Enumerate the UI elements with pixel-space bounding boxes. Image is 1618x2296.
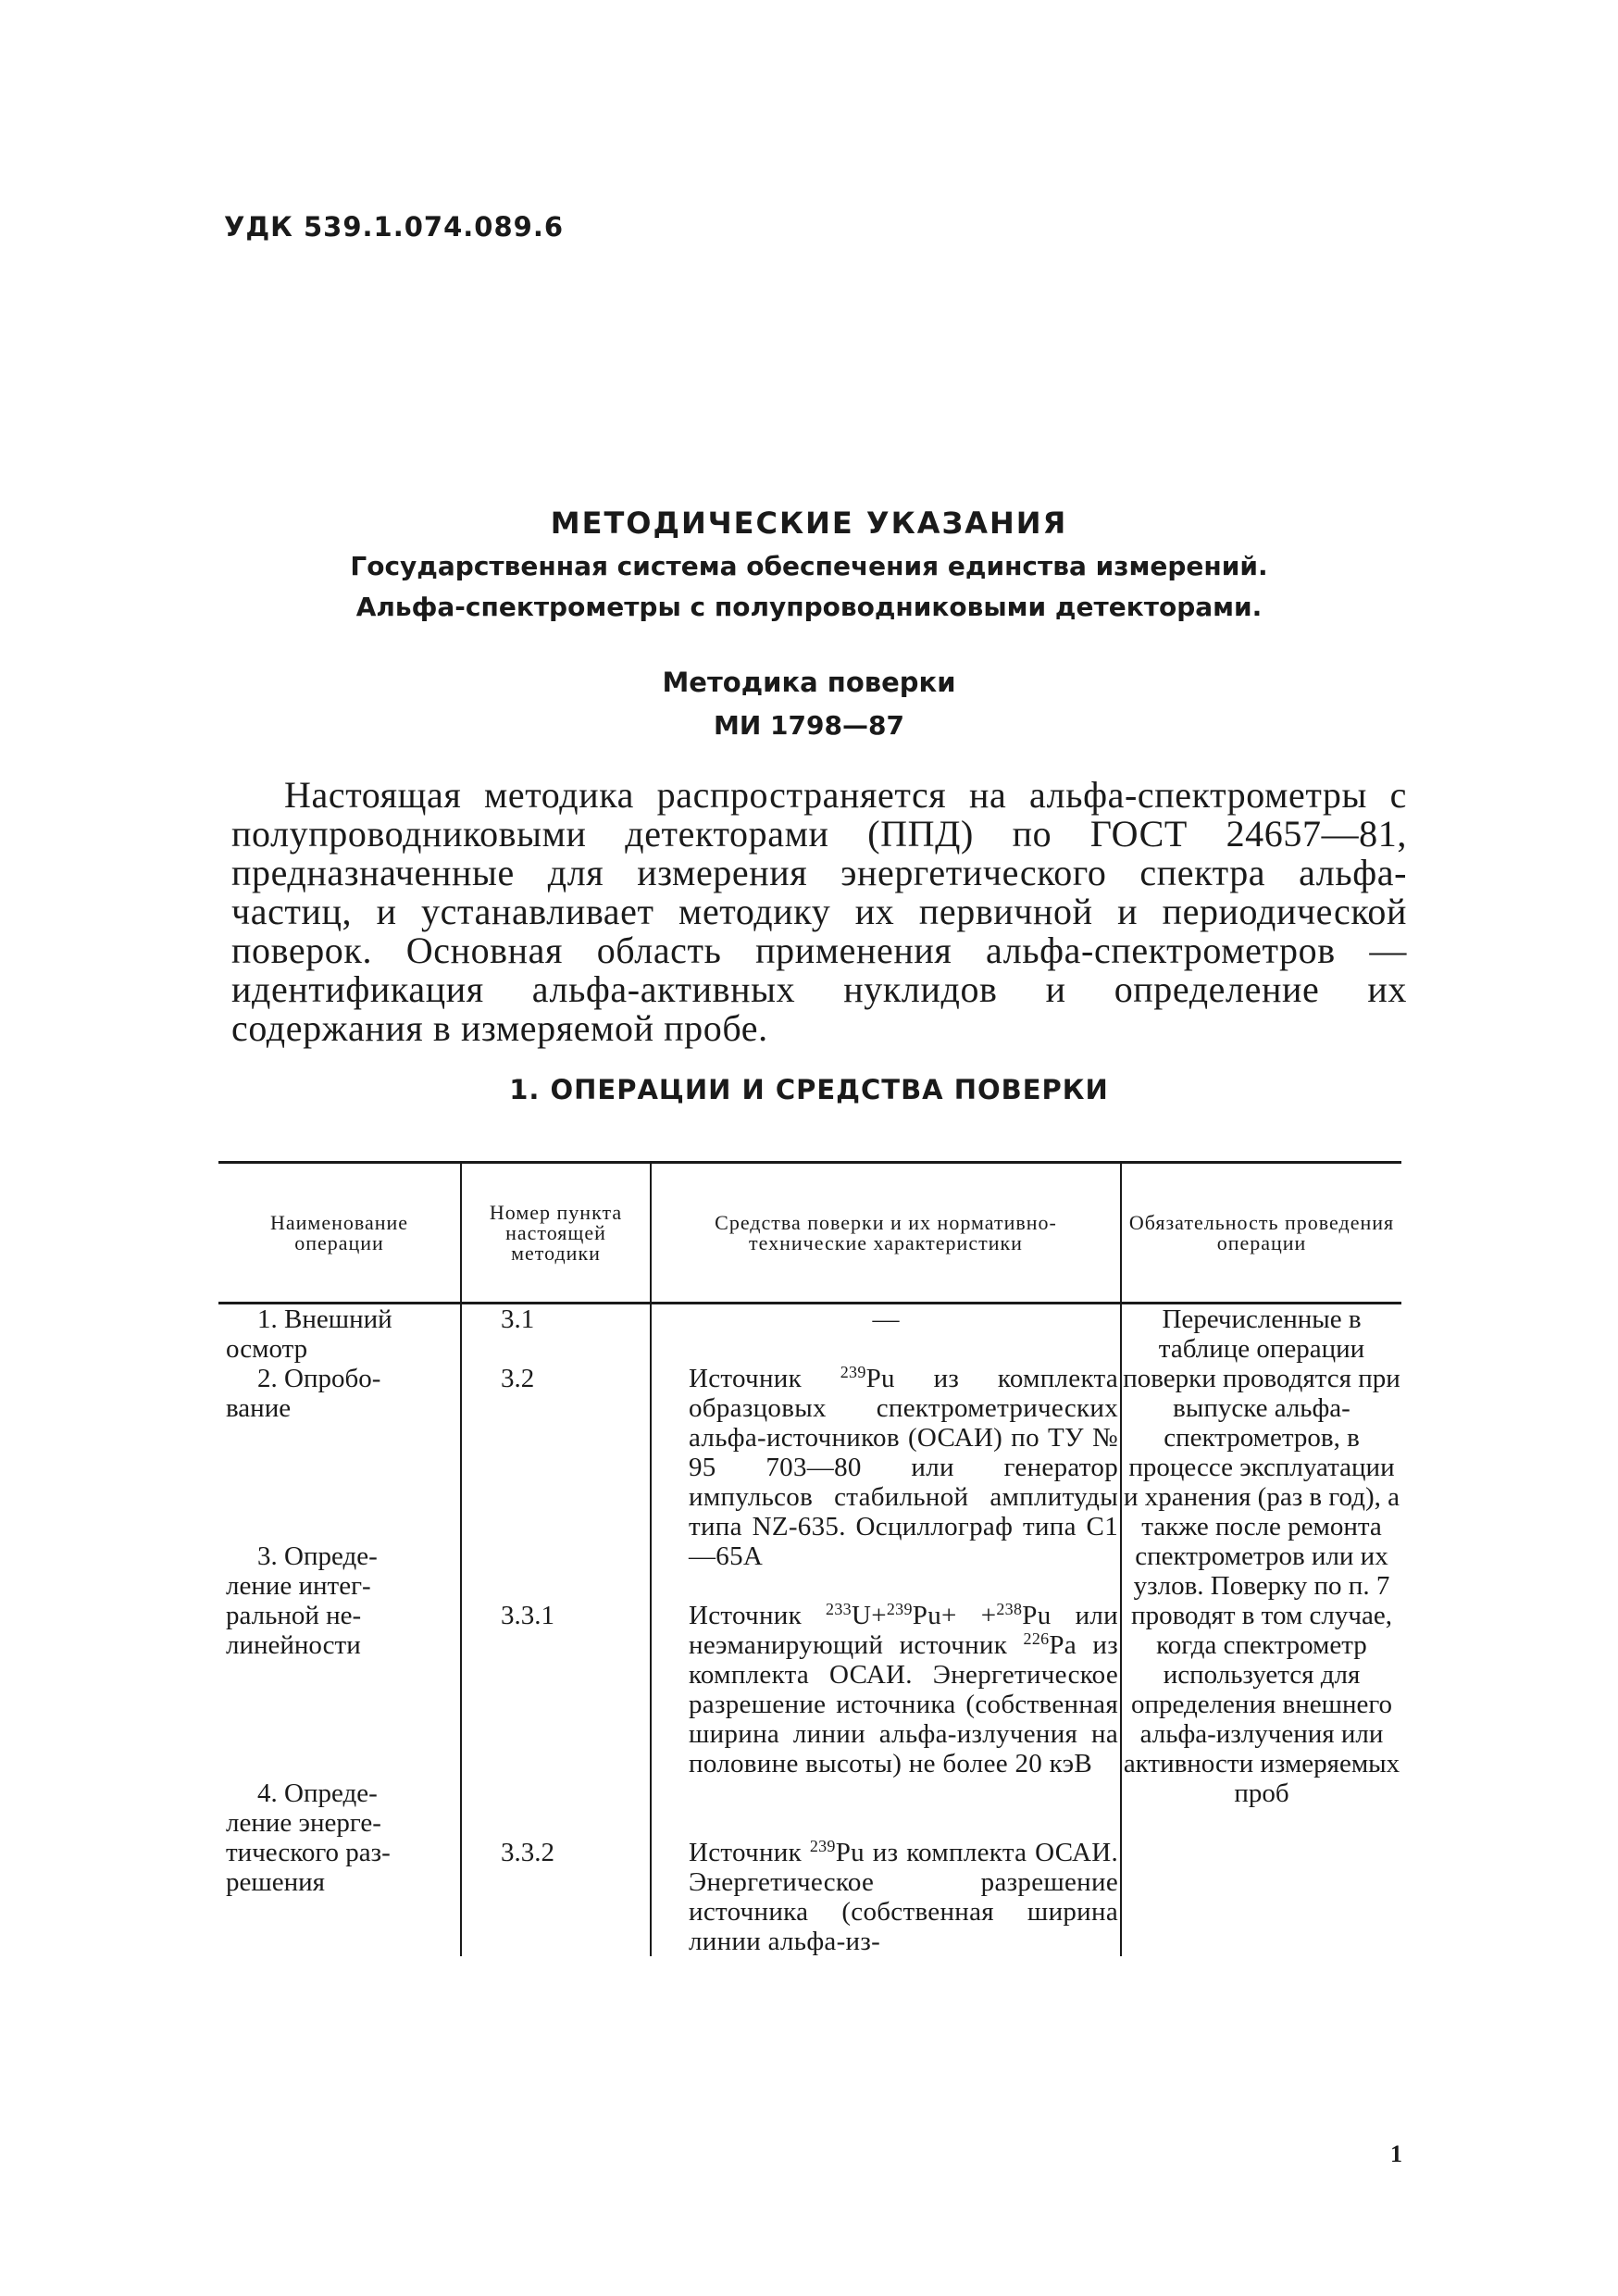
operation-item: 2. Опробо- вание xyxy=(226,1364,381,1423)
means-item: — xyxy=(872,1304,900,1334)
header-obligation: Обязательность проведения операции xyxy=(1121,1163,1401,1304)
operation-item: 4. Опреде- ление энерге- тического раз- решения xyxy=(226,1778,391,1897)
operation-item: 3. Опреде- ление интег- ральной не- линейности xyxy=(226,1541,378,1660)
clause-number: 3.3.1 xyxy=(501,1601,554,1630)
operation-spacer xyxy=(218,1660,460,1778)
udk-code: УДК 539.1.074.089.6 xyxy=(224,211,565,243)
title-line-5: МИ 1798—87 xyxy=(714,710,904,741)
title-line-3: Альфа-спектрометры с полупроводниковыми детекторами. xyxy=(355,592,1263,622)
means-item: Источник $^{239}$Pu из комплекта ОСАИ. Энергетическое разрешение источника (собственная ширина линии альфа-из- xyxy=(689,1837,1118,1956)
header-clause-number: Номер пункта настоящей методики xyxy=(461,1163,651,1304)
table-header-row xyxy=(218,1163,1401,1304)
operation-item: 1. Внешний осмотр xyxy=(226,1304,392,1364)
title-line-4: Методика поверки xyxy=(662,667,956,698)
table-body-row xyxy=(218,1304,1401,1957)
operation-spacer xyxy=(218,1423,460,1541)
clause-numbers-cell xyxy=(461,1304,651,1957)
means-item: Источник $^{239}$Pu из комплекта образцовых спектрометрических альфа-источников (ОСАИ) по ТУ № 95 703—80 или генератор импульсов стабильной амплитуды типа NZ-635. Осциллограф типа С1—65А xyxy=(689,1363,1118,1571)
clause-number: 3.2 xyxy=(501,1364,535,1393)
means-item: Источник $^{233}$U+$^{239}$Pu+ +$^{238}$Pu или неэманирующий источник $^{226}$Ра из комплекта ОСАИ. Энергетическое разрешение источника (собственная ширина линии альфа-излучения на половине высоты) не более 20 кэВ xyxy=(689,1600,1118,1778)
operations-table xyxy=(218,1161,1401,1956)
section-heading: 1. ОПЕРАЦИИ И СРЕДСТВА ПОВЕРКИ xyxy=(509,1074,1109,1105)
page-number: 1 xyxy=(1390,2140,1402,2167)
title-line-1: МЕТОДИЧЕСКИЕ УКАЗАНИЯ xyxy=(550,505,1068,541)
clause-number: 3.1 xyxy=(501,1304,535,1334)
obligation-cell: Перечисленные в таблице операции поверки проводятся при выпуске альфа-спектрометров, в процессе эксплуатации и хранения (раз в год), а также после ремонта спектрометров или их узлов. Поверку по п. 7 проводят в том случае, когда спектрометр используется для определения внешнего альфа-излучения или активности измеряемых проб xyxy=(1121,1304,1401,1957)
document-title-block xyxy=(0,500,1618,746)
header-operation-name: Наименование операции xyxy=(269,1210,409,1254)
header-verification-means: Средства поверки и их нормативно-технические характеристики xyxy=(651,1163,1121,1304)
title-line-2: Государственная система обеспечения единства измерений. xyxy=(350,551,1268,581)
operation-names-cell xyxy=(218,1304,461,1957)
verification-means-cell xyxy=(651,1304,1121,1957)
clause-number: 3.3.2 xyxy=(501,1838,554,1867)
intro-paragraph: Настоящая методика распространяется на альфа-спектрометры с полупроводниковыми детекторами (ППД) по ГОСТ 24657—81, предназначенные для измерения энергетического спектра альфа-частиц, и устанавливает методику их первичной и периодической поверок. Основная область применения альфа-спектрометров — идентификация альфа-активных нуклидов и определение их содержания в измеряемой пробе. xyxy=(231,774,1407,1049)
